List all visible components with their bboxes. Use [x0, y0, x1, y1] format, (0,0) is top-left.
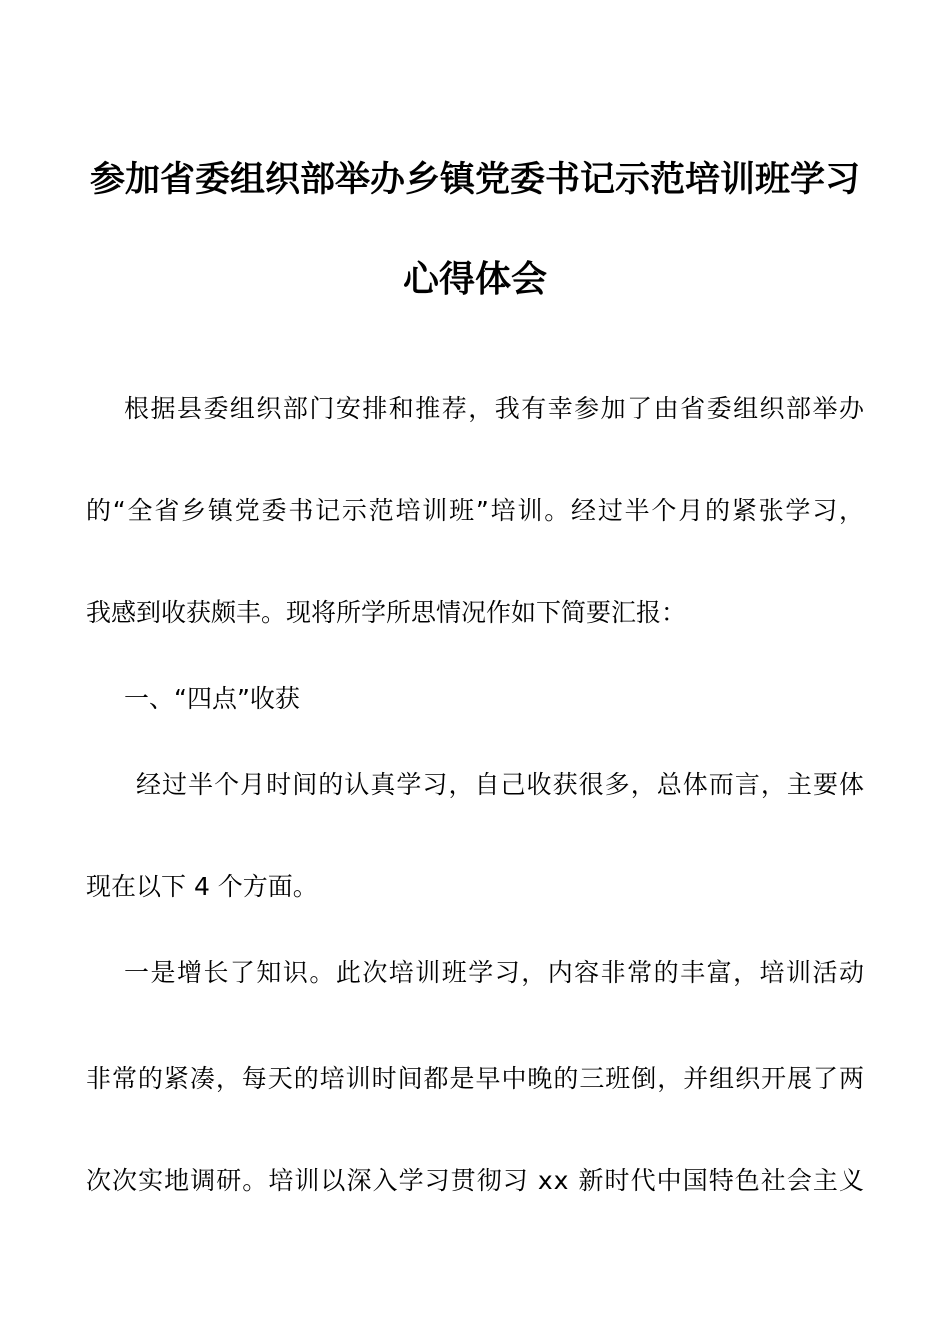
paragraph-3-line-2: 非常的紧凑，每天的培训时间都是早中晚的三班倒，并组织开展了两 [86, 1064, 865, 1093]
document-title-line-1: 参加省委组织部举办乡镇党委书记示范培训班学习 [89, 160, 860, 200]
document-title-line-2: 心得体会 [402, 259, 547, 300]
section-heading-four-gains: 一、“四点”收获 [124, 684, 300, 713]
paragraph-1-line-2: 的“全省乡镇党委书记示范培训班”培训。经过半个月的紧张学习， [86, 496, 866, 525]
paragraph-3-line-3: 次次实地调研。培训以深入学习贯彻习 xx 新时代中国特色社会主义 [86, 1166, 866, 1195]
paragraph-1-line-1: 根据县委组织部门安排和推荐，我有幸参加了由省委组织部举办 [124, 394, 866, 423]
paragraph-2-line-1: 经过半个月时间的认真学习，自己收获很多，总体而言，主要体 [136, 770, 866, 799]
paragraph-1-line-3: 我感到收获颇丰。现将所学所思情况作如下简要汇报： [86, 598, 687, 627]
paragraph-3-line-1: 一是增长了知识。此次培训班学习，内容非常的丰富，培训活动 [124, 958, 866, 987]
paragraph-2-line-2: 现在以下 4 个方面。 [86, 872, 318, 901]
